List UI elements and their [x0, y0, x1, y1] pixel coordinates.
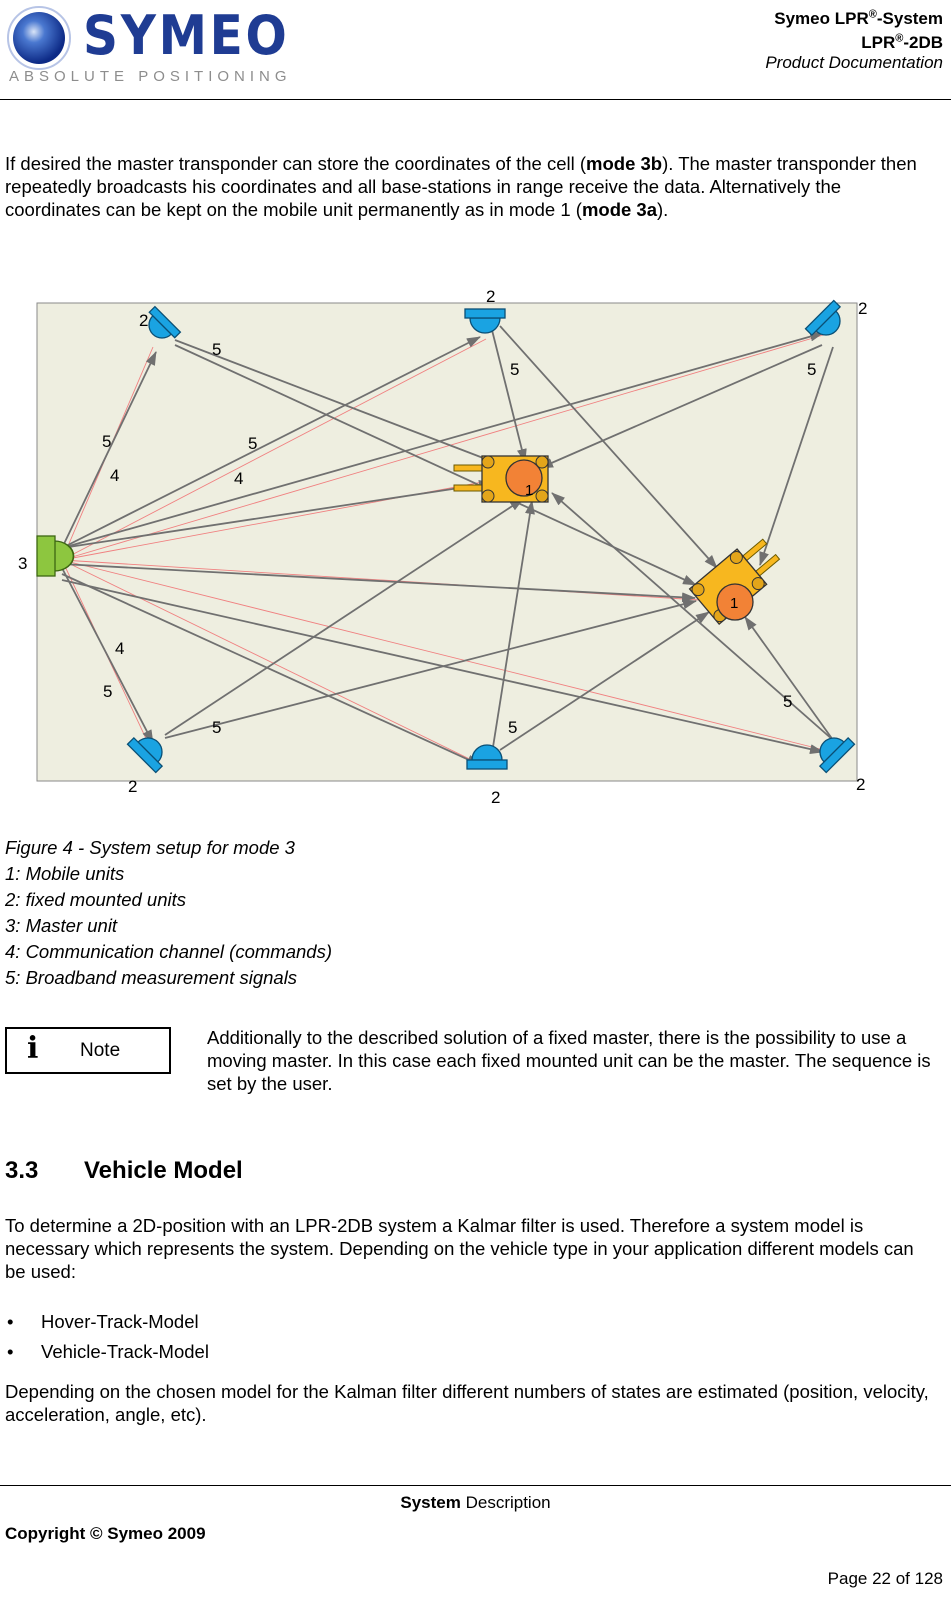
- caption-legend-2: 2: fixed mounted units: [5, 889, 186, 910]
- caption-legend-4: 4: Communication channel (commands): [5, 941, 332, 962]
- label-2-bottom-center: 2: [491, 788, 501, 807]
- label-5-g: 5: [212, 718, 222, 737]
- label-5-f: 5: [103, 682, 113, 701]
- label-5-i: 5: [783, 692, 793, 711]
- footer-copyright: Copyright © Symeo 2009: [5, 1524, 206, 1543]
- label-5-h: 5: [508, 718, 518, 737]
- note-label: Note: [80, 1040, 121, 1061]
- caption-legend-3: 3: Master unit: [5, 915, 118, 936]
- section-heading: 3.3 Vehicle Model: [5, 1157, 243, 1184]
- footer-doc-title: System Description: [400, 1493, 551, 1512]
- system-title: Symeo LPR: [774, 8, 869, 28]
- logo-wordmark: SYMEO: [83, 4, 290, 67]
- section-paragraph-2: Depending on the chosen model for the Kalman filter different numbers of states are estimated (position, velocity, acceleration, angle, etc).: [5, 1381, 929, 1425]
- label-4-lower: 4: [115, 639, 125, 658]
- label-5-a: 5: [212, 340, 222, 359]
- doc-type: Product Documentation: [765, 53, 943, 73]
- caption-legend-5: 5: Broadband measurement signals: [5, 967, 298, 988]
- label-2-top-left: 2: [139, 311, 149, 330]
- note-text: Additionally to the described solution of a fixed master, there is the possibility to use a moving master. In this case each fixed mounted unit can be the master. The sequence is set by the user.: [207, 1027, 931, 1094]
- figure-caption: [5, 835, 332, 991]
- label-2-top-right: 2: [858, 299, 868, 318]
- list-item: • Vehicle-Track-Model: [5, 1337, 209, 1367]
- model-list: [5, 1307, 209, 1367]
- label-1-top: 1: [525, 482, 534, 499]
- label-5-d: 5: [510, 360, 520, 379]
- list-item: • Hover-Track-Model: [5, 1307, 209, 1337]
- mode3-system-diagram: [0, 275, 951, 810]
- symeo-logo-globe-icon: [6, 5, 72, 71]
- product-title: LPR: [861, 33, 896, 53]
- info-icon: i: [27, 1031, 39, 1066]
- label-5-c: 5: [248, 434, 258, 453]
- footer-divider: [0, 1485, 951, 1486]
- section-paragraph-1: To determine a 2D-position with an LPR-2DB system a Kalmar filter is used. Therefore a system model is necessary which represents the system. Depending on the vehicle type in your application different models can be used:: [5, 1215, 914, 1282]
- label-2-bottom-left: 2: [128, 777, 138, 796]
- label-2-bottom-right: 2: [856, 775, 866, 794]
- document-title-block: Symeo LPR®-System LPR®-2DB Product Documentation: [765, 8, 943, 73]
- label-5-e: 5: [807, 360, 817, 379]
- label-4-upper-left: 4: [110, 466, 120, 485]
- intro-paragraph: If desired the master transponder can store the coordinates of the cell (mode 3b). The master transponder then repeatedly broadcasts his coordinates and all base-stations in range receive the data. Alternatively the coordinates can be kept on the mobile unit permanently as in mode 1 (mode 3a).: [5, 153, 917, 220]
- logo-tagline: ABSOLUTE POSITIONING: [9, 68, 292, 85]
- label-3-master: 3: [18, 554, 28, 573]
- caption-title: Figure 4 - System setup for mode 3: [5, 837, 295, 858]
- label-2-top-center: 2: [486, 287, 496, 306]
- header-divider: [0, 99, 951, 100]
- label-1-right: 1: [730, 595, 739, 612]
- label-5-b: 5: [102, 432, 112, 451]
- page-number: Page 22 of 128: [827, 1569, 943, 1588]
- caption-legend-1: 1: Mobile units: [5, 863, 125, 884]
- label-4-upper-center: 4: [234, 469, 244, 488]
- note-box: [5, 1027, 171, 1074]
